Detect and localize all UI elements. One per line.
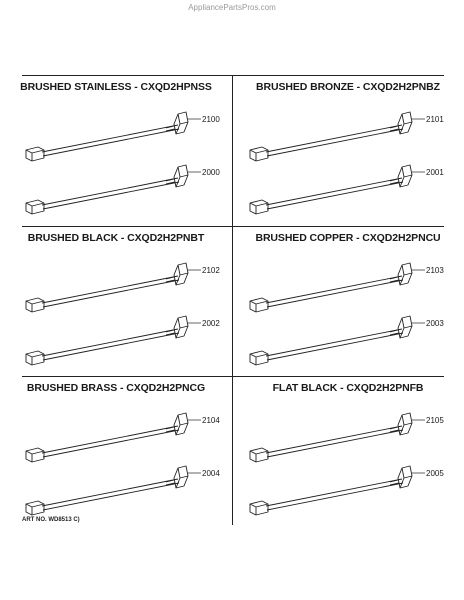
panel-title: BRUSHED BRONZE - CXQD2H2PNBZ <box>256 81 440 93</box>
handle-drawing <box>232 247 464 377</box>
panel-title: FLAT BLACK - CXQD2H2PNFB <box>272 382 424 394</box>
part-number-label: 2103 <box>426 266 444 275</box>
part-number-label: 2005 <box>426 469 444 478</box>
part-number-label: 2004 <box>202 469 220 478</box>
part-number-label: 2100 <box>202 115 220 124</box>
door-handle-drawing <box>26 316 220 365</box>
door-handle-drawing <box>250 112 444 161</box>
part-number-label: 2002 <box>202 319 220 328</box>
handle-panel <box>232 76 464 226</box>
watermark: AppliancePartsPros.com <box>188 3 276 12</box>
part-number-label: 2001 <box>426 168 444 177</box>
part-number-label: 2101 <box>426 115 444 124</box>
handle-drawing <box>0 96 232 226</box>
door-handle-drawing <box>250 413 444 462</box>
part-number-label: 2003 <box>426 319 444 328</box>
door-handle-drawing <box>250 466 444 515</box>
door-handle-drawing <box>26 413 220 462</box>
part-number-label: 2000 <box>202 168 220 177</box>
door-handle-drawing <box>26 466 220 515</box>
door-handle-drawing <box>26 165 220 214</box>
door-handle-drawing <box>250 316 444 365</box>
panel-title: BRUSHED BLACK - CXQD2H2PNBT <box>27 232 205 244</box>
handle-panel <box>0 76 232 226</box>
part-number-label: 2105 <box>426 416 444 425</box>
art-number: ART NO. WD8513 C) <box>22 517 80 523</box>
handle-drawing <box>232 397 464 527</box>
panel-title: BRUSHED COPPER - CXQD2H2PNCU <box>255 232 441 244</box>
handle-drawing <box>0 247 232 377</box>
door-handle-drawing <box>26 263 220 312</box>
handle-panel <box>232 227 464 377</box>
door-handle-drawing <box>250 263 444 312</box>
door-handle-drawing <box>250 165 444 214</box>
panel-title: BRUSHED BRASS - CXQD2H2PNCG <box>26 382 206 394</box>
handle-drawing <box>0 397 232 527</box>
handle-drawing <box>232 96 464 226</box>
handle-panel <box>0 377 232 527</box>
part-number-label: 2102 <box>202 266 220 275</box>
door-handle-drawing <box>26 112 220 161</box>
handle-panel <box>232 377 464 527</box>
handle-panel <box>0 227 232 377</box>
panel-title: BRUSHED STAINLESS - CXQD2HPNSS <box>20 81 212 93</box>
part-number-label: 2104 <box>202 416 220 425</box>
